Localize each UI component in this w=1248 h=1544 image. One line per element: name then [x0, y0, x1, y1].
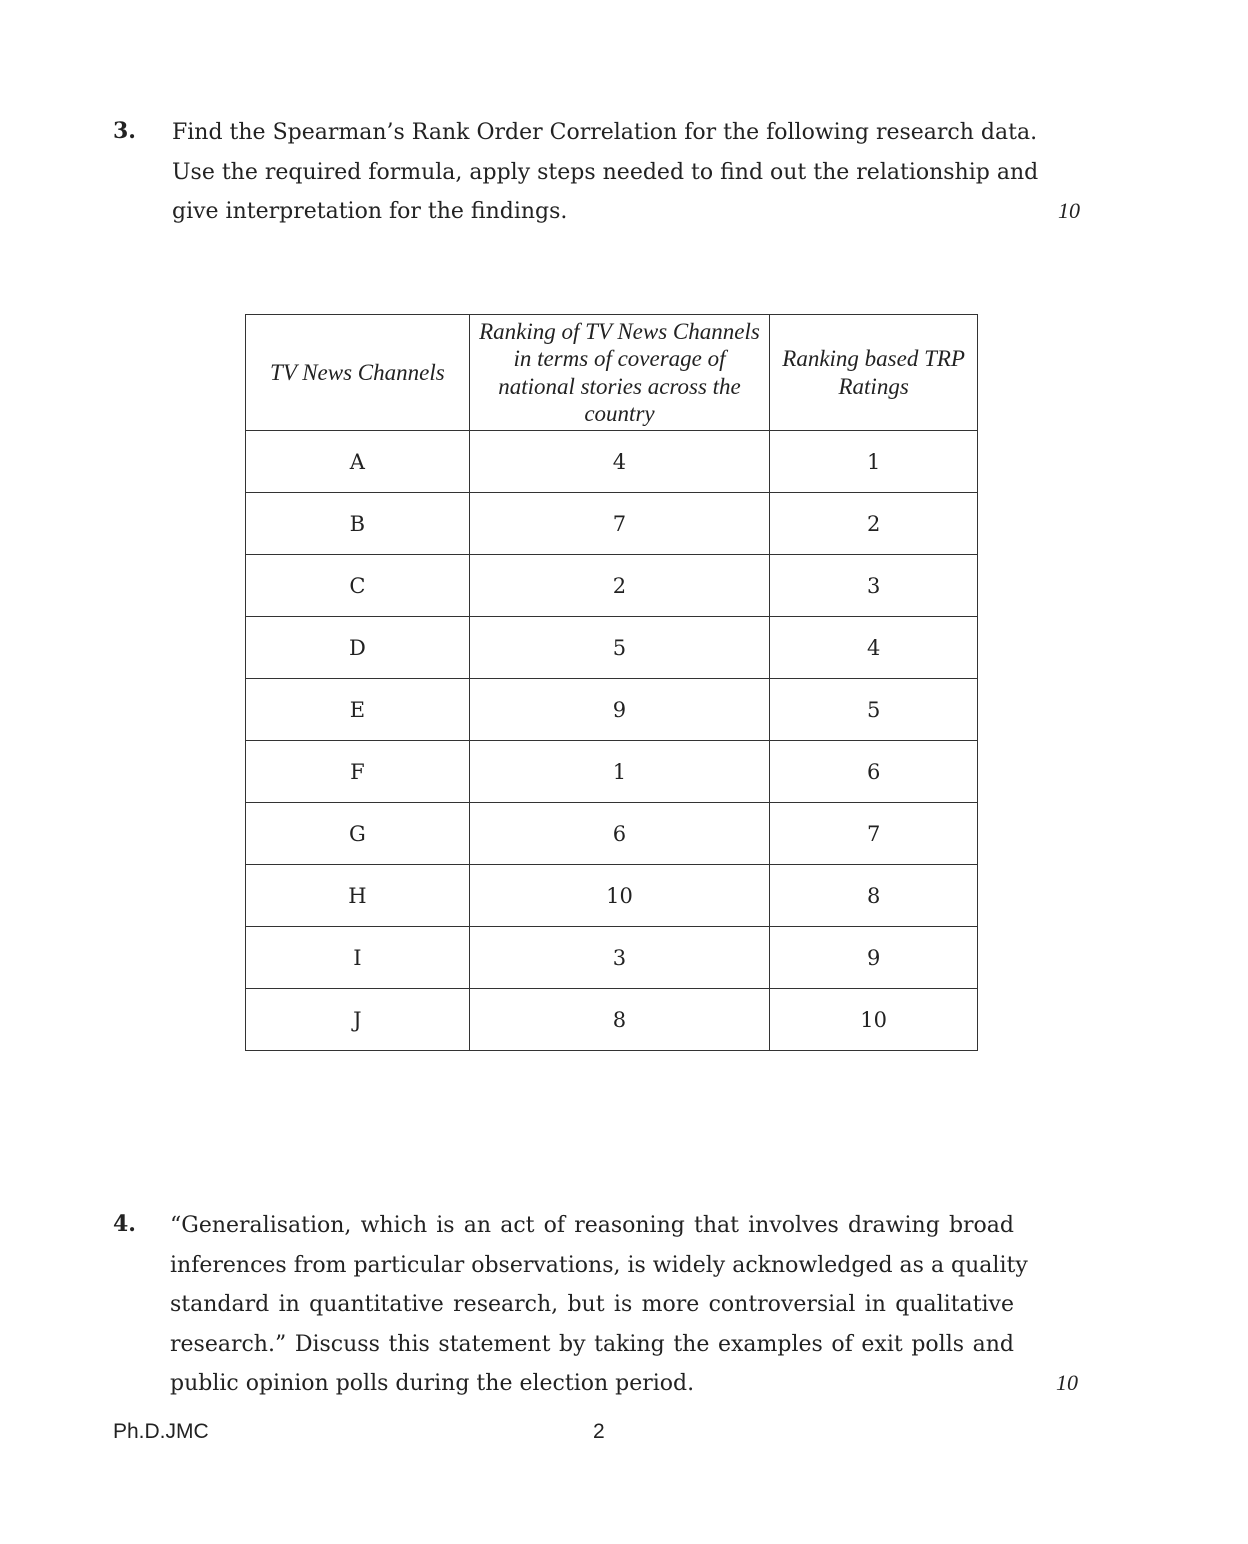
- cell-channel: G: [246, 803, 470, 865]
- cell-channel: J: [246, 989, 470, 1051]
- cell-channel: H: [246, 865, 470, 927]
- question-4-line: inferences from particular observations, is widely acknowledged as a quality: [170, 1252, 1028, 1278]
- header-trp-ranking: Ranking based TRP Ratings: [770, 315, 978, 431]
- cell-coverage-rank: 5: [469, 617, 770, 679]
- cell-trp-rank: 4: [770, 617, 978, 679]
- header-coverage-ranking: Ranking of TV News Channels in terms of coverage of national stories across the country: [469, 315, 770, 431]
- cell-coverage-rank: 10: [469, 865, 770, 927]
- table-row: [246, 865, 978, 927]
- cell-trp-rank: 3: [770, 555, 978, 617]
- cell-channel: C: [246, 555, 470, 617]
- cell-channel: E: [246, 679, 470, 741]
- cell-trp-rank: 7: [770, 803, 978, 865]
- table-row: [246, 617, 978, 679]
- table-row: [246, 989, 978, 1051]
- cell-channel: I: [246, 927, 470, 989]
- cell-trp-rank: 9: [770, 927, 978, 989]
- question-4-line: standard in quantitative research, but is more controversial in qualitative: [170, 1292, 1014, 1317]
- cell-coverage-rank: 3: [469, 927, 770, 989]
- question-4-line: research.” Discuss this statement by taking the examples of exit polls and: [170, 1331, 1014, 1357]
- cell-channel: A: [246, 431, 470, 493]
- cell-coverage-rank: 2: [469, 555, 770, 617]
- cell-coverage-rank: 8: [469, 989, 770, 1051]
- table-row: [246, 493, 978, 555]
- cell-trp-rank: 10: [770, 989, 978, 1051]
- cell-channel: F: [246, 741, 470, 803]
- question-4-number: 4.: [113, 1211, 136, 1237]
- cell-coverage-rank: 7: [469, 493, 770, 555]
- question-4-line: “Generalisation, which is an act of reasoning that involves drawing broad: [170, 1213, 1014, 1238]
- table-row: [246, 927, 978, 989]
- header-tv-news-channels: TV News Channels: [246, 315, 470, 431]
- question-3-line: Use the required formula, apply steps needed to find out the relationship and: [172, 159, 1039, 185]
- table-header-row: [246, 315, 978, 431]
- cell-trp-rank: 1: [770, 431, 978, 493]
- question-3-line: give interpretation for the findings.: [172, 199, 568, 224]
- cell-coverage-rank: 9: [469, 679, 770, 741]
- cell-trp-rank: 6: [770, 741, 978, 803]
- cell-trp-rank: 5: [770, 679, 978, 741]
- question-3-text: [172, 113, 1039, 232]
- question-3-marks: 10: [1058, 198, 1080, 223]
- question-3-line: Find the Spearman’s Rank Order Correlation for the following research data.: [172, 120, 1038, 145]
- cell-trp-rank: 8: [770, 865, 978, 927]
- cell-coverage-rank: 4: [469, 431, 770, 493]
- question-4-text: [170, 1206, 1028, 1404]
- question-3-number: 3.: [113, 118, 136, 144]
- table-row: [246, 679, 978, 741]
- table-row: [246, 431, 978, 493]
- page-number: 2: [593, 1420, 605, 1443]
- course-code: Ph.D.JMC: [113, 1420, 209, 1443]
- cell-channel: B: [246, 493, 470, 555]
- cell-channel: D: [246, 617, 470, 679]
- ranking-table: [245, 314, 978, 1051]
- question-4-marks: 10: [1056, 1370, 1078, 1395]
- cell-coverage-rank: 6: [469, 803, 770, 865]
- table-row: [246, 803, 978, 865]
- table-row: [246, 741, 978, 803]
- question-4-line: public opinion polls during the election period.: [170, 1371, 695, 1396]
- cell-trp-rank: 2: [770, 493, 978, 555]
- cell-coverage-rank: 1: [469, 741, 770, 803]
- table-row: [246, 555, 978, 617]
